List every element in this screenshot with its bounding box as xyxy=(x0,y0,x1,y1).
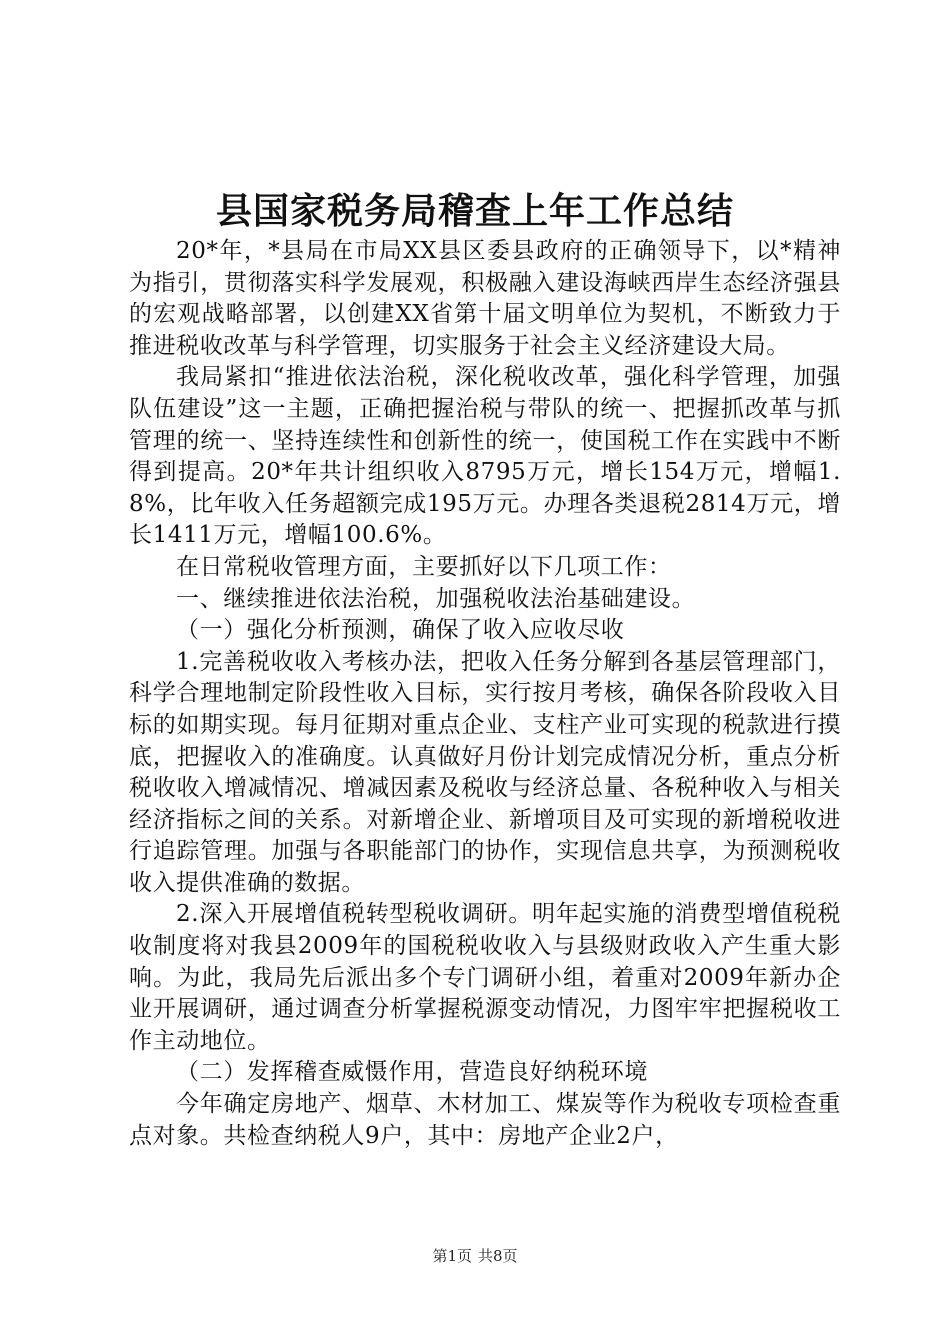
page-number: 第1页 xyxy=(432,1247,472,1265)
paragraph-intro: 20*年，*县局在市局XX县区委县政府的正确领导下，以*精神为指引，贯彻落实科学发展观，积极融入建设海峡西岸生态经济强县的宏观战略部署，以创建XX省第十届文明单位为契机，不断致力于推进税收改革与科学管理，切实服务于社会主义经济建设大局。 xyxy=(129,238,841,359)
paragraph-item-2: 2.深入开展增值税转型税收调研。明年起实施的消费型增值税税收制度将对我县2009年的国税税收收入与县级财政收入产生重大影响。为此，我局先后派出多个专门调研小组，着重对2009年新办企业开展调研，通过调查分析掌握税源变动情况，力图牢牢把握税收工作主动地位。 xyxy=(129,901,841,1054)
paragraph-management: 在日常税收管理方面，主要抓好以下几项工作： xyxy=(176,553,672,580)
paragraph-item-1: 1.完善税收收入考核办法，把收入任务分解到各基层管理部门，科学合理地制定阶段性收入目标，实行按月考核，确保各阶段收入目标的如期实现。每月征期对重点企业、支柱产业可实现的税款进行摸底，把握收入的准确度。认真做好月份计划完成情况分析，重点分析税收收入增减情况、增减因素及税收与经济总量、各税种收入与相关经济指标之间的关系。对新增企业、新增项目及可实现的新增税收进行追踪管理。加强与各职能部门的协作，实现信息共享，为预测税收收入提供准确的数据。 xyxy=(129,648,841,896)
page-footer xyxy=(0,1246,950,1266)
paragraph-theme: 我局紧扣“推进依法治税，深化税收改革，强化科学管理，加强队伍建设”这一主题，正确把握治税与带队的统一、把握抓改革与抓管理的统一、坚持连续性和创新性的统一，使国税工作在实践中不断得到提高。20*年共计组织收入8795万元，增长154万元，增幅1.8%，比年收入任务超额完成195万元。办理各类退税2814万元，增长1411万元，增幅100.6%。 xyxy=(129,364,841,549)
section-heading-1: 一、继续推进依法治税，加强税收法治基础建设。 xyxy=(176,585,696,612)
document-title: 县国家税务局稽查上年工作总结 xyxy=(215,190,734,232)
page-total: 共8页 xyxy=(478,1247,518,1265)
paragraph-inspection: 今年确定房地产、烟草、木材加工、煤炭等作为税收专项检查重点对象。共检查纳税人9户，其中：房地产企业2户， xyxy=(129,1091,841,1149)
subsection-heading-2: （二）发挥稽查威慑作用，营造良好纳税环境 xyxy=(176,1059,648,1086)
document-body xyxy=(129,236,841,1152)
subsection-heading-1: （一）强化分析预测，确保了收入应收尽收 xyxy=(176,617,625,644)
